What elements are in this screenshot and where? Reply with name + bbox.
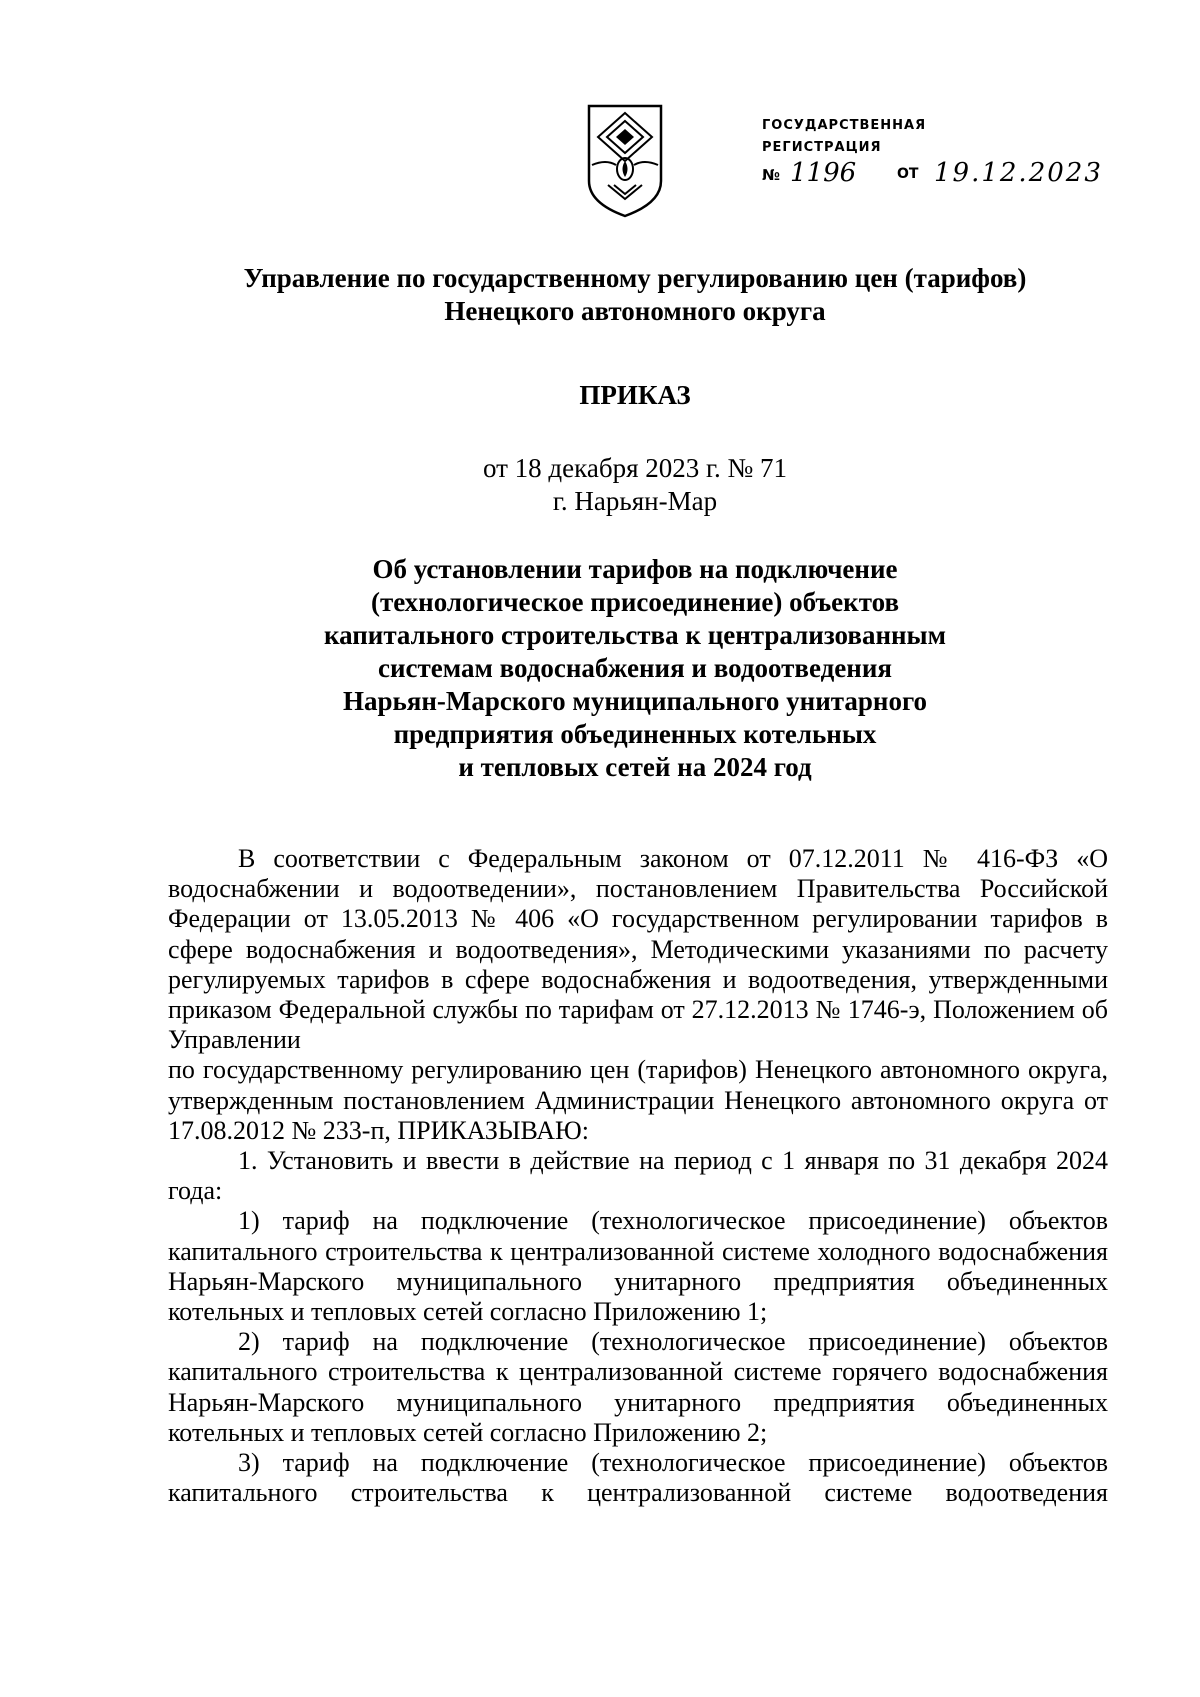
body-paragraph-subitem-3: 3) тариф на подключение (технологическое присоединение) объектов капитального строительства к централизованной системе водоотведения	[168, 1448, 1108, 1508]
subject-line: Нарьян-Марского муниципального унитарного	[342, 686, 928, 716]
body-paragraph-preamble: В соответствии с Федеральным законом от 07.12.2011 № 416-ФЗ «О водоснабжении и водоотведении», постановлением Правительства Российской Федерации от 13.05.2013 № 406 «О государственном регулировании тарифов в сфере водоснабжения и водоотведения», Методическими указаниями по расчету регулируемых тарифов в сфере водоснабжения и водоотведения, утвержденными приказом Федеральной службы по тарифам от 27.12.2013 № 1746-э, Положением об Управлении	[168, 844, 1108, 1055]
stamp-title-line2: РЕГИСТРАЦИЯ	[762, 140, 882, 155]
organization-line: Управление по государственному регулированию цен (тарифов)	[243, 263, 1027, 293]
document-body	[168, 844, 1108, 1508]
subject-line: капитального строительства к централизованным	[323, 620, 947, 650]
body-paragraph-preamble-continued: по государственному регулированию цен (тарифов) Ненецкого автономного округа, утвержденным постановлением Администрации Ненецкого автономного округа от 17.08.2012 № 233-п, ПРИКАЗЫВАЮ:	[168, 1055, 1108, 1145]
registration-stamp	[762, 118, 1103, 218]
organization-line: Ненецкого автономного округа	[444, 296, 826, 326]
subject-line: предприятия объединенных котельных	[393, 719, 877, 749]
stamp-registration-date: 19.12.2023	[934, 158, 1103, 188]
stamp-date-label: ОТ	[897, 166, 919, 182]
organization-name	[0, 262, 1200, 328]
subject-line: системам водоснабжения и водоотведения	[377, 653, 892, 683]
document-subject	[0, 553, 1200, 784]
stamp-registration-number: 1196	[790, 158, 857, 188]
subject-line: и тепловых сетей на 2024 год	[458, 752, 812, 782]
document-place: г. Нарьян-Мар	[552, 486, 718, 516]
document-date: от 18 декабря 2023 г. № 71	[482, 453, 788, 483]
body-paragraph-subitem-1: 1) тариф на подключение (технологическое присоединение) объектов капитального строительства к централизованной системе холодного водоснабжения Нарьян-Марского муниципального унитарного предприятия объединенных котельных и тепловых сетей согласно Приложению 1;	[168, 1206, 1108, 1327]
document-date-block	[0, 452, 1200, 518]
document-type: ПРИКАЗ	[579, 380, 691, 410]
stamp-title-line1: ГОСУДАРСТВЕННАЯ	[762, 118, 927, 133]
subject-line: Об установлении тарифов на подключение	[372, 554, 898, 584]
body-paragraph-subitem-2: 2) тариф на подключение (технологическое присоединение) объектов капитального строительства к централизованной системе горячего водоснабжения Нарьян-Марского муниципального унитарного предприятия объединенных котельных и тепловых сетей согласно Приложению 2;	[168, 1327, 1108, 1447]
body-paragraph-item-1: 1. Установить и ввести в действие на период с 1 января по 31 декабря 2024 года:	[168, 1146, 1108, 1206]
coat-of-arms-icon	[586, 103, 664, 219]
stamp-number-label: №	[762, 166, 781, 184]
subject-line: (технологическое присоединение) объектов	[370, 587, 900, 617]
